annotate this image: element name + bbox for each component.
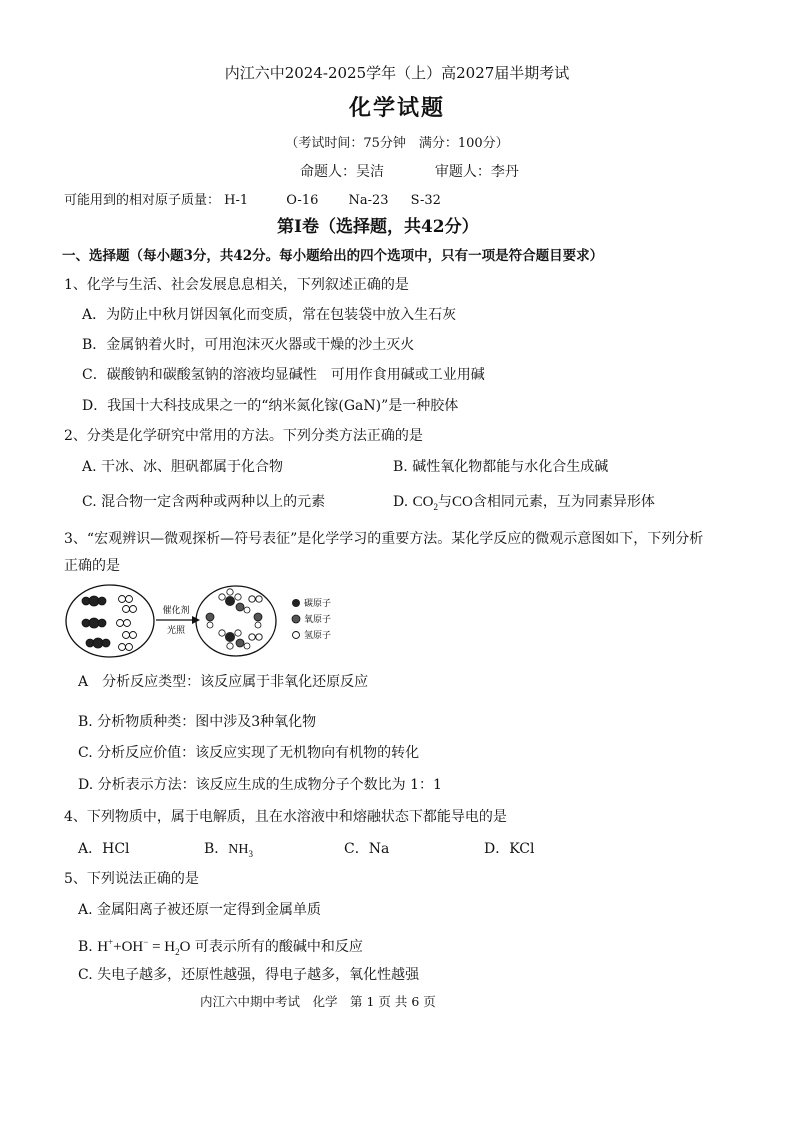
atomic-masses-label: 可能用到的相对原子质量： xyxy=(64,193,221,208)
q5-b-prefix: B. xyxy=(78,939,93,955)
q2-d-and: 与 xyxy=(437,494,452,510)
q5-option-c: C. 失电子越多，还原性越强，得电子越多，氧化性越强 xyxy=(78,967,420,983)
q2-stem: 2、分类是化学研究中常用的方法。下列分类方法正确的是 xyxy=(64,428,423,444)
exam-info: （考试时间：75分钟 满分：100分） xyxy=(285,136,509,151)
mass-h: H-1 xyxy=(224,193,249,208)
oxygen-atom-icon xyxy=(292,615,300,623)
q3-stem-1: 3、“宏观辨识—微观探析—符号表征”是化学学习的重要方法。某化学反应的微观示意图如下，下列分析 xyxy=(64,531,704,547)
q2-option-a: A. 干冰、冰、胆矾都属于化合物 xyxy=(82,459,284,475)
legend-carbon: 碳原子 xyxy=(304,599,332,609)
light-label: 光照 xyxy=(166,626,186,636)
product-ch3oh-molecule-2 xyxy=(219,630,250,649)
section-instruction: 一、选择题（每小题3分，共42分。每小题给出的四个选项中，只有一项是符合题目要求） xyxy=(62,248,604,264)
product-container xyxy=(196,586,276,656)
q3-option-b: B. 分析物质种类：图中涉及3种氧化物 xyxy=(78,714,317,730)
reactant-h2-molecules xyxy=(117,596,137,651)
legend-oxygen: 氧原子 xyxy=(304,615,332,625)
q2-d-co: CO xyxy=(412,494,434,510)
setter-label: 命题人： xyxy=(300,164,356,180)
q4-b-formula xyxy=(228,842,253,857)
reactant-container xyxy=(66,585,154,657)
q4-option-b xyxy=(204,840,253,863)
q5-stem: 5、下列说法正确的是 xyxy=(64,871,199,887)
q2-option-c: C. 混合物一定含两种或两种以上的元素 xyxy=(82,494,326,510)
hydrogen-atom-icon xyxy=(293,632,300,639)
q5-b-h-charge: + xyxy=(108,937,114,947)
q3-option-c: C. 分析反应价值：该反应实现了无机物向有机物的转化 xyxy=(78,745,420,761)
q2-option-b: B. 碱性氧化物都能与水化合生成碱 xyxy=(393,459,609,475)
product-h2o-molecules xyxy=(206,613,262,628)
mass-na: Na-23 xyxy=(348,193,389,208)
reviewer-name: 李丹 xyxy=(490,164,519,180)
product-ch3oh-molecule-1 xyxy=(219,589,250,613)
catalyst-label: 催化剂 xyxy=(162,606,190,616)
q2-d-sub2: 2 xyxy=(433,502,438,512)
q3-option-a: A 分析反应类型：该反应属于非氧化还原反应 xyxy=(78,674,369,690)
q3-option-d: D. 分析表示方法：该反应生成的生成物分子个数比为 1：1 xyxy=(78,777,442,793)
q2-option-d xyxy=(393,493,655,516)
section-title: 第Ⅰ卷（选择题，共42分） xyxy=(277,217,479,237)
q4-stem: 4、下列物质中，属于电解质，且在水溶液中和熔融状态下都能导电的是 xyxy=(64,809,507,825)
reaction-arrow xyxy=(156,604,200,636)
q1-stem: 1、化学与生活、社会发展息息相关，下列叙述正确的是 xyxy=(64,277,409,293)
q2-d-formula-co: CO xyxy=(451,494,473,510)
q2-d-suffix: 含相同元素，互为同素异形体 xyxy=(472,494,655,510)
q1-option-b: B．金属钠着火时，可用泡沫灭火器或干燥的沙土灭火 xyxy=(82,337,415,353)
authors xyxy=(300,163,519,181)
subject-title: 化学试题 xyxy=(348,95,445,121)
q1-option-c: C．碳酸钠和碳酸氢钠的溶液均显碱性 可用作食用碱或工业用碱 xyxy=(82,367,485,383)
q4-option-c: C．Na xyxy=(344,841,390,857)
q4-b-sub3: 3 xyxy=(248,848,254,859)
q4-b-prefix: B． xyxy=(204,841,229,857)
legend-hydrogen: 氢原子 xyxy=(304,631,332,641)
q4-option-a: A．HCl xyxy=(78,841,130,857)
q4-option-d: D．KCl xyxy=(484,841,535,857)
q4-b-nh: NH xyxy=(228,842,249,857)
q5-b-eq-h: = H xyxy=(152,939,176,955)
q5-b-suffix: 可表示所有的酸碱中和反应 xyxy=(194,939,363,955)
q5-b-o: O xyxy=(179,939,191,955)
mass-s: S-32 xyxy=(410,193,441,208)
setter-name: 吴洁 xyxy=(356,164,384,180)
q2-d-formula-co2 xyxy=(413,494,438,510)
q2-d-prefix: D. xyxy=(393,494,409,510)
reviewer-label: 审题人： xyxy=(434,164,491,180)
atomic-masses xyxy=(64,192,441,210)
q5-b-h: H xyxy=(97,939,109,955)
q1-option-a: A．为防止中秋月饼因氧化而变质，常在包装袋中放入生石灰 xyxy=(82,307,457,323)
q5-b-oh-charge: − xyxy=(143,937,149,947)
q1-option-d: D．我国十大科技成果之一的“纳米氮化镓(GaN)”是一种胶体 xyxy=(82,398,459,414)
q3-stem-2: 正确的是 xyxy=(64,558,120,574)
carbon-atom-icon xyxy=(292,599,300,607)
q5-option-a: A. 金属阳离子被还原一定得到金属单质 xyxy=(78,902,322,918)
mass-o: O-16 xyxy=(286,193,319,208)
q5-b-equation xyxy=(97,939,190,955)
reaction-diagram xyxy=(64,583,364,663)
q5-b-sub2: 2 xyxy=(175,947,180,957)
q5-b-oh: +OH xyxy=(113,939,144,955)
reactant-co2-molecules xyxy=(82,596,110,648)
school-title: 内江六中2024-2025学年（上）高2027届半期考试 xyxy=(224,64,570,82)
atom-legend xyxy=(292,597,331,641)
page-footer: 内江六中期中考试 化学 第 1 页 共 6 页 xyxy=(200,994,436,1009)
q5-option-b xyxy=(78,933,363,961)
